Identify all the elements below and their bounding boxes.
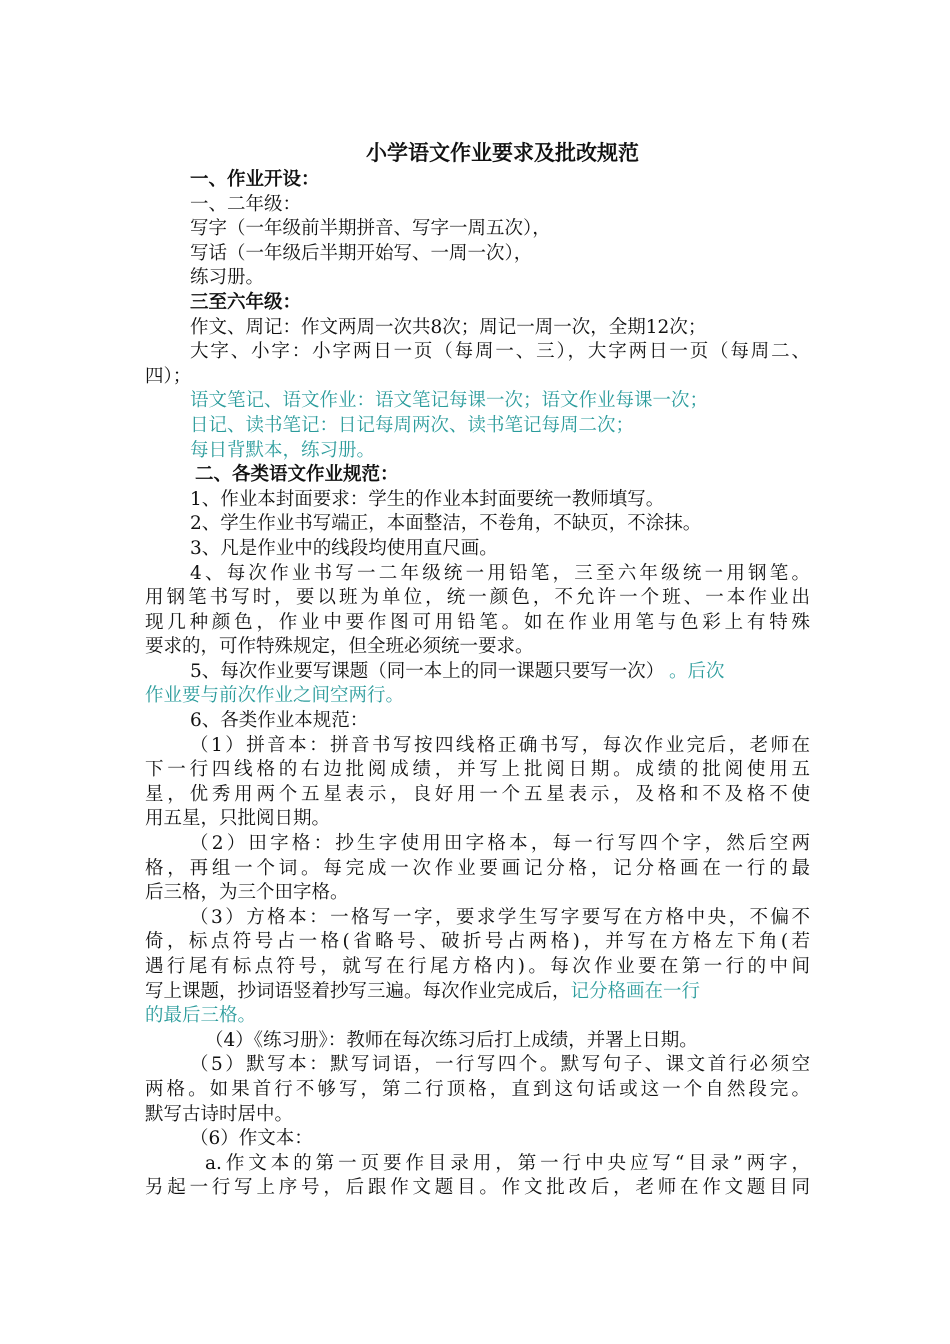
section2-line: 1、作业本封面要求：学生的作业本封面要统一教师填写。 <box>190 488 665 510</box>
section1-heading: 一、作业开设： <box>190 169 320 190</box>
grade36-item: 大字、小字：小字两日一页（每周一、三），大字两日一页（每周二、 <box>190 341 810 363</box>
grade36-teal-item: 日记、读书笔记：日记每周两次、读书笔记每周二次； <box>190 414 635 436</box>
grade36-item: 作文、周记：作文两周一次共8次；周记一周一次，全期12次； <box>190 316 707 338</box>
composition-line: a.作文本的第一页要作目录用，第一行中央应写“目录”两字， <box>205 1152 810 1174</box>
dictation-line: 两格。如果首行不够写，第二行顶格，直到这句话或这一个自然段完。 <box>145 1078 810 1100</box>
grade36-item: 四）； <box>145 365 192 387</box>
pinyin-line: 用五星，只批阅日期。 <box>145 808 331 830</box>
section2-heading: 二、各类语文作业规范： <box>195 464 399 486</box>
pinyin-line: 星，优秀用两个五星表示，良好用一个五星表示，及格和不及格不使 <box>145 783 810 805</box>
fangge-line <box>145 980 810 1005</box>
section2-line: 4、每次作业书写一二年级统一用铅笔，三至六年级统一用钢笔。 <box>190 562 810 584</box>
grade12-item: 练习册。 <box>190 267 265 289</box>
item6-heading: 6、各类作业本规范： <box>190 710 369 732</box>
composition-line: 另起一行写上序号，后跟作文题目。作文批改后，老师在作文题目同 <box>145 1177 810 1199</box>
dictation-line: 默写古诗时居中。 <box>145 1103 294 1125</box>
grade36-heading: 三至六年级： <box>190 291 302 313</box>
fangge-line: 倚，标点符号占一格(省略号、破折号占两格)，并写在方格左下角(若 <box>145 931 810 953</box>
fangge-line: （3）方格本：一格写一字，要求学生写字要写在方格中央，不偏不 <box>190 906 810 928</box>
page-title: 小学语文作业要求及批改规范 <box>366 140 639 165</box>
item5-text: 5、每次作业要写课题（同一本上的同一课题只要写一次） <box>190 660 656 682</box>
fangge-teal-line: 的最后三格。 <box>145 1005 257 1027</box>
grade12-heading: 一、二年级： <box>190 193 302 215</box>
item5-teal-text: 。后次 <box>669 660 725 682</box>
fangge-line: 遇行尾有标点符号，就写在行尾方格内)。每次作业要在第一行的中间 <box>145 956 810 977</box>
composition-heading: （6）作文本： <box>190 1128 313 1150</box>
section2-line: 现几种颜色，作业中要作图可用铅笔。如在作业用笔与色彩上有特殊 <box>145 611 810 633</box>
tianzi-line: （2）田字格：抄生字使用田字格本，每一行写四个字，然后空两 <box>190 833 810 855</box>
fangge-text: 写上课题，抄词语竖着抄写三遍。每次作业完成后， <box>145 980 571 1002</box>
section2-line: 要求的，可作特殊规定，但全班必须统一要求。 <box>145 636 534 658</box>
workbook-line: （4）《练习册》：教师在每次练习后打上成绩，并署上日期。 <box>205 1029 698 1051</box>
pinyin-line: （1）拼音本：拼音书写按四线格正确书写，每次作业完后，老师在 <box>190 734 810 756</box>
item5-teal-line: 作业要与前次作业之间空两行。 <box>145 685 405 707</box>
dictation-line: （5）默写本：默写词语，一行写四个。默写句子、课文首行必须空 <box>190 1054 810 1076</box>
item5-line <box>145 660 810 685</box>
pinyin-line: 下一行四线格的右边批阅成绩，并写上批阅日期。成绩的批阅使用五 <box>145 759 810 781</box>
section2-line: 用钢笔书写时，要以班为单位，统一颜色，不允许一个班、一本作业出 <box>145 587 810 609</box>
fangge-teal-text: 记分格画在一行 <box>570 980 701 1002</box>
tianzi-line: 格，再组一个词。每完成一次作业要画记分格，记分格画在一行的最 <box>145 857 810 879</box>
grade12-item: 写话（一年级后半期开始写、一周一次）， <box>190 242 533 264</box>
grade12-item: 写字（一年级前半期拼音、写字一周五次）， <box>190 218 551 240</box>
tianzi-line: 后三格，为三个田字格。 <box>145 882 349 904</box>
section2-line: 3、凡是作业中的线段均使用直尺画。 <box>190 537 498 559</box>
document-page <box>145 0 810 1201</box>
grade36-teal-item: 每日背默本，练习册。 <box>190 439 376 461</box>
grade36-teal-item: 语文笔记、语文作业：语文笔记每课一次；语文作业每课一次； <box>190 390 709 412</box>
section2-line: 2、学生作业书写端正，本面整洁，不卷角，不缺页，不涂抹。 <box>190 513 702 535</box>
